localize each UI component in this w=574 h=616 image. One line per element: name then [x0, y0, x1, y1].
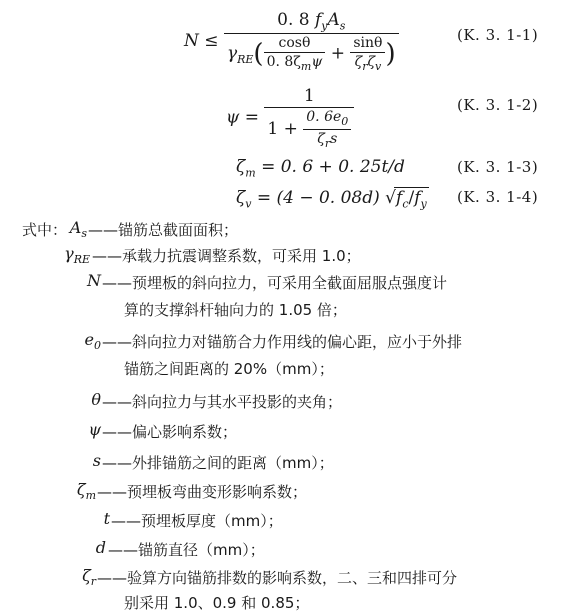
definition-item	[0, 567, 574, 615]
equation-number: (K. 3. 1-2)	[457, 96, 539, 114]
eq2-main-fraction: 1 1 + $\frac{0. 6e_0}{\zeta_rs}$	[264, 86, 354, 150]
definition-item	[0, 452, 574, 476]
eq1-denominator: $\gamma_{RE}$( $\frac{\cos\theta}{0. 8\zeta_m\psi}$ + $\frac{\sin\theta}{\zeta_r\zeta_v}$ )	[226, 35, 396, 74]
definition-text: ——验算方向锚筋排数的影响系数，二、三和四排可分	[97, 569, 458, 587]
definition-text: ——预埋板弯曲变形影响系数；	[97, 483, 308, 501]
definition-item	[0, 331, 574, 383]
eq1-numerator: 0. 8 $f_yA_s$	[224, 10, 399, 34]
definition-item	[0, 421, 574, 445]
definition-text: ——承载力抗震调整系数，可采用 1.0；	[92, 247, 361, 265]
equation-k-3-1-1	[0, 4, 574, 82]
definition-symbol: $\zeta_m$	[76, 480, 96, 503]
definition-symbol: $\zeta_r$	[82, 566, 96, 589]
definition-item	[0, 272, 574, 324]
equation-body: ψ = 1 1 + $\frac{0. 6e_0}{\zeta_rs}$	[226, 86, 354, 150]
definition-text: ——预埋板的斜向拉力，可采用全截面屈服点强度计	[102, 274, 448, 292]
equation-number: (K. 3. 1-1)	[457, 26, 539, 44]
definition-symbol: N	[87, 271, 101, 290]
eq1-lhs: N ≤	[184, 31, 219, 52]
equation-k-3-1-2	[0, 84, 574, 150]
definition-text: ——偏心影响系数；	[102, 423, 238, 441]
equation-number: (K. 3. 1-4)	[457, 188, 539, 206]
eq1-inner-fraction-1: $\frac{\cos\theta}{0. 8\zeta_m\psi}$	[264, 35, 326, 73]
definition-symbol: $e_0$	[84, 330, 101, 353]
definition-symbol: s	[92, 451, 101, 470]
definition-symbol: d	[95, 538, 106, 557]
definition-symbol: t	[103, 509, 110, 528]
equation-number: (K. 3. 1-3)	[457, 158, 539, 176]
equation-body: $\zeta_v = (4 - 0$. 08d) $√f_c/f_y$	[236, 188, 427, 211]
equation-k-3-1-3	[0, 155, 574, 181]
definition-item	[0, 510, 574, 534]
where-prefix: 式中：	[22, 221, 68, 239]
eq1-main-fraction	[224, 10, 399, 73]
definition-text: ——锚筋直径（mm）；	[108, 541, 265, 559]
sqrt-radicand: $f_c/f_y$	[396, 188, 427, 211]
definition-text: ——外排锚筋之间的距离（mm）；	[102, 454, 334, 472]
definition-item	[0, 481, 574, 505]
equation-body: $\zeta_m = 0$. 6 + 0. 25t/d	[236, 157, 405, 180]
definition-continuation: 锚筋之间距离的 20%（mm）；	[124, 360, 334, 378]
definition-item	[0, 245, 574, 269]
eq2-inner-fraction: $\frac{0. 6e_0}{\zeta_rs}$	[303, 109, 351, 150]
definition-symbol: $A_s$	[69, 218, 87, 241]
eq1-inner-fraction-2: $\frac{\sin\theta}{\zeta_r\zeta_v}$	[350, 35, 385, 73]
equation-k-3-1-4	[0, 185, 574, 213]
definition-continuation: 别采用 1.0、0.9 和 0.85；	[124, 594, 310, 612]
definition-symbol: θ	[91, 390, 101, 409]
definition-symbol: $\gamma_{RE}$	[64, 244, 90, 267]
definition-symbol: ψ	[88, 420, 101, 439]
definition-item	[0, 539, 574, 563]
definition-text: ——锚筋总截面面积；	[88, 221, 239, 239]
definition-text: ——斜向拉力对锚筋合力作用线的偏心距，应小于外排	[102, 333, 463, 351]
equation-body	[184, 10, 399, 73]
definition-item	[0, 219, 574, 243]
definition-text: ——斜向拉力与其水平投影的夹角；	[102, 393, 343, 411]
definition-continuation: 算的支撑斜杆轴向力的 1.05 倍；	[124, 301, 347, 319]
definition-text: ——预埋板厚度（mm）；	[111, 512, 283, 530]
definition-item	[0, 391, 574, 415]
